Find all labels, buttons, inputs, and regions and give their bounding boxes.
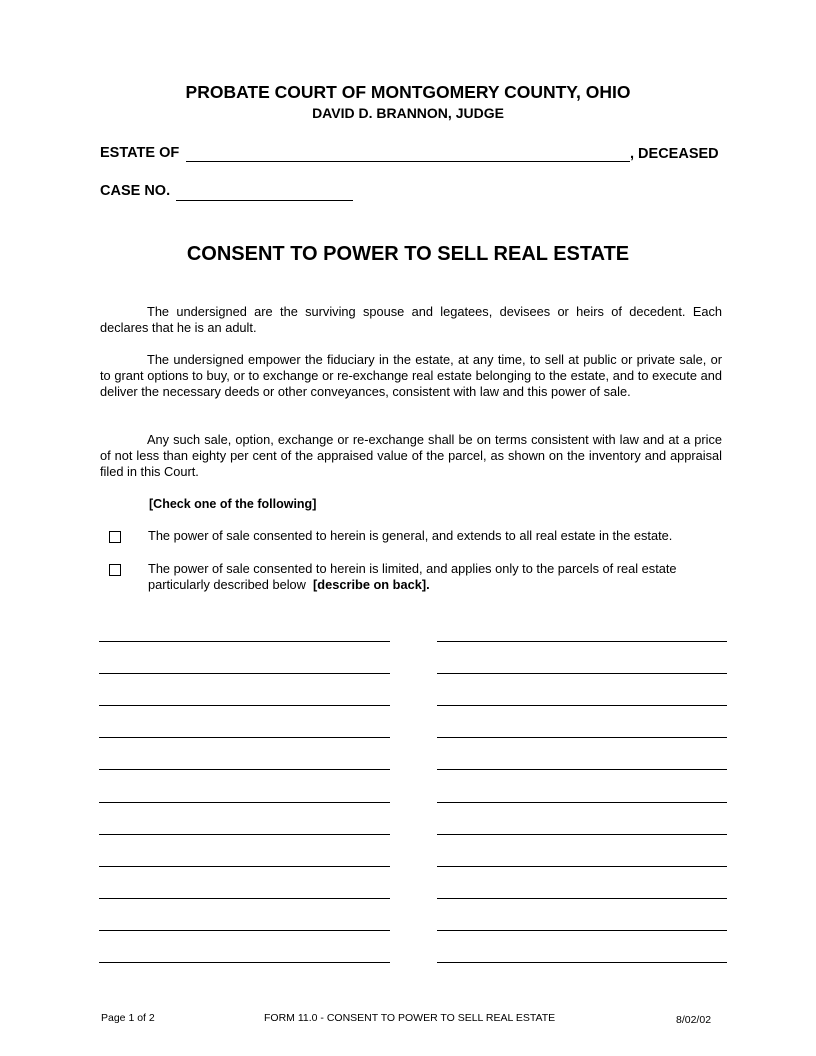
signature-line[interactable]	[99, 930, 390, 931]
signature-line[interactable]	[437, 866, 727, 867]
signature-line[interactable]	[99, 705, 390, 706]
deceased-label: , DECEASED	[630, 146, 719, 162]
paragraph-text: Any such sale, option, exchange or re-exchange shall be on terms consistent with law and at a price of not less than eighty per cent of the appraised value of the parcel, as shown on the inventory and appraisal filed in this Court.	[100, 432, 722, 479]
signature-line[interactable]	[437, 673, 727, 674]
signature-line[interactable]	[99, 673, 390, 674]
form-title: CONSENT TO POWER TO SELL REAL ESTATE	[186, 243, 630, 265]
signature-line[interactable]	[437, 898, 727, 899]
signature-line[interactable]	[99, 898, 390, 899]
case-number-field[interactable]	[176, 185, 353, 201]
footer-form: FORM 11.0 - CONSENT TO POWER TO SELL REAL ESTATE	[264, 1012, 556, 1024]
signature-line[interactable]	[437, 930, 727, 931]
judge-heading: DAVID D. BRANNON, JUDGE	[312, 105, 504, 121]
signature-line[interactable]	[437, 834, 727, 835]
signature-line[interactable]	[437, 962, 727, 963]
signature-line[interactable]	[99, 866, 390, 867]
paragraph-2	[100, 352, 722, 400]
option-general-text: The power of sale consented to herein is general, and extends to all real estate in the estate.	[148, 528, 673, 543]
signature-line[interactable]	[99, 769, 390, 770]
footer-page: Page 1 of 2	[101, 1012, 155, 1024]
signature-line[interactable]	[99, 802, 390, 803]
option-general-checkbox[interactable]	[109, 531, 121, 543]
signature-line[interactable]	[99, 737, 390, 738]
paragraph-1	[100, 304, 722, 336]
estate-label: ESTATE OF	[100, 145, 180, 161]
paragraph-text: The undersigned are the surviving spouse and legatees, devisees or heirs of decedent. Each declares that he is an adult.	[100, 304, 722, 335]
signature-line[interactable]	[99, 834, 390, 835]
check-instruction: [Check one of the following]	[149, 497, 317, 511]
option-limited-label: The power of sale consented to herein is limited, and applies only to the parcels of real estate particularly described below	[148, 561, 677, 592]
signature-line[interactable]	[437, 705, 727, 706]
option-limited-suffix: [describe on back].	[313, 577, 430, 592]
estate-field[interactable]	[186, 146, 630, 162]
signature-line[interactable]	[437, 737, 727, 738]
option-limited-text	[148, 561, 724, 593]
case-label: CASE NO.	[100, 183, 171, 199]
signature-line[interactable]	[99, 641, 390, 642]
signature-line[interactable]	[437, 769, 727, 770]
signature-line[interactable]	[437, 641, 727, 642]
signature-line[interactable]	[437, 802, 727, 803]
signature-line[interactable]	[99, 962, 390, 963]
paragraph-text: The undersigned empower the fiduciary in the estate, at any time, to sell at public or private sale, or to grant options to buy, or to exchange or re-exchange real estate belonging to the estate, and to execute and deliver the necessary deeds or other conveyances, consistent with law and this power of sale.	[100, 352, 722, 399]
option-limited-checkbox[interactable]	[109, 564, 121, 576]
paragraph-3	[100, 432, 722, 480]
court-heading: PROBATE COURT OF MONTGOMERY COUNTY, OHIO	[185, 82, 631, 102]
footer-date: 8/02/02	[676, 1014, 712, 1026]
